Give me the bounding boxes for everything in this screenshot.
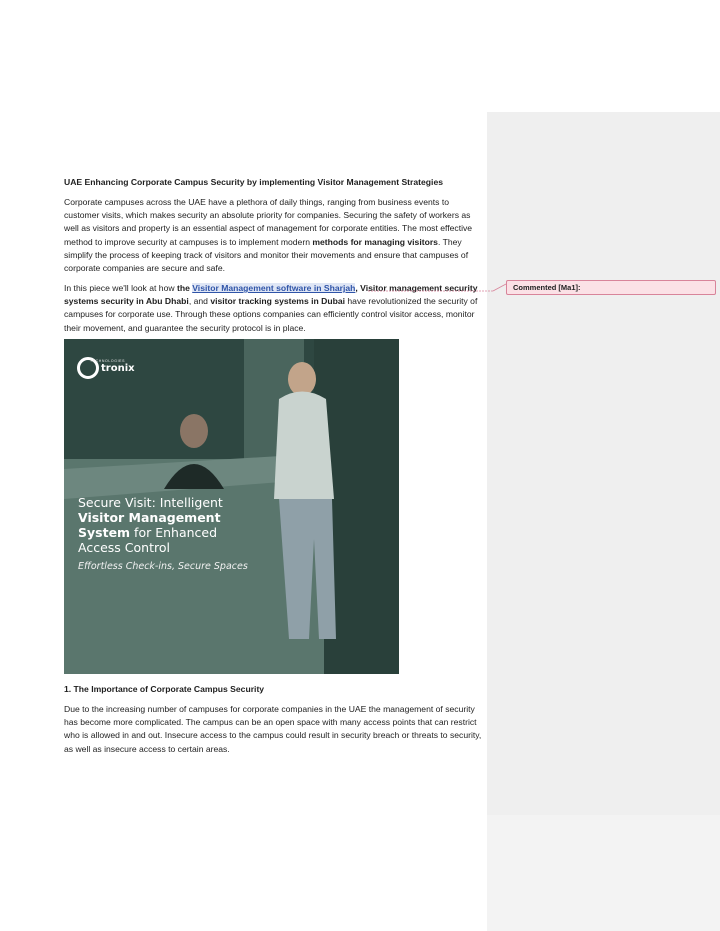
hero-line-3-bold: System bbox=[78, 525, 131, 540]
comment-balloon[interactable] bbox=[506, 280, 716, 295]
para1-bold-1: methods for managing visitors bbox=[312, 236, 438, 247]
para2-text-2: , and bbox=[188, 296, 211, 307]
logo-subtitle: TECHNOLOGIES bbox=[90, 359, 126, 363]
paragraph-intro bbox=[64, 196, 482, 275]
para1-text-1: Corporate campuses across the UAE have a plethora of daily things, ranging from business events to customer visits, which makes security an absolute priority for companies. Securing the safety of workers as well as visitors and property is an essential aspect of management for corporate entities. The most effective method to improve security at campuses is to implement modern bbox=[64, 197, 473, 247]
para1-text-2: . They simplify the process of keeping track of visitors and monitor their movements and ensure that campuses of corporate companies are secure and safe. bbox=[64, 236, 469, 274]
paragraph-importance: Due to the increasing number of campuses for corporate companies in the UAE the management of security has become more complicated. The campus can be an open space with many access points that can restrict who is allowed in and out. Insecure access to the campus could result in security breach or threats to security, as well as insecure access to certain areas. bbox=[64, 704, 482, 754]
document-title: UAE Enhancing Corporate Campus Security by implementing Visitor Management Strategies bbox=[64, 177, 444, 187]
para2-bold-2: , Visitor management security systems security in Abu Dhabi bbox=[64, 283, 478, 307]
para2-bold-3: visitor tracking systems in Dubai bbox=[210, 296, 346, 307]
hero-line-4: Access Control bbox=[78, 540, 170, 555]
para2-text-3: have revolutionized the security of campuses for corporate use. Through these options companies can efficiently control visitor access, monitor their movement, and guarantee the security protocol is in place. bbox=[64, 296, 478, 333]
comment-connector-line bbox=[368, 281, 508, 293]
hero-caption bbox=[78, 495, 248, 572]
hero-image bbox=[64, 339, 399, 674]
section-heading: 1. The Importance of Corporate Campus Security bbox=[64, 684, 265, 694]
hero-line-2: Visitor Management bbox=[78, 510, 221, 525]
hero-subtitle: Effortless Check-ins, Secure Spaces bbox=[78, 561, 248, 572]
para2-bold-1: the bbox=[176, 283, 193, 293]
comment-label: Commented [Ma1]: bbox=[513, 283, 581, 292]
hero-line-1: Secure Visit: Intelligent bbox=[78, 495, 223, 510]
comment-pane-lower bbox=[487, 815, 720, 931]
para2-text-1: In this piece we'll look at how bbox=[64, 283, 177, 293]
logo-wordmark: tronix bbox=[101, 362, 135, 374]
hero-line-3-rest: for Enhanced bbox=[130, 525, 218, 540]
comment-pane bbox=[487, 112, 720, 931]
visitor-management-sharjah-link[interactable]: Visitor Management software in Sharjah bbox=[192, 283, 356, 293]
